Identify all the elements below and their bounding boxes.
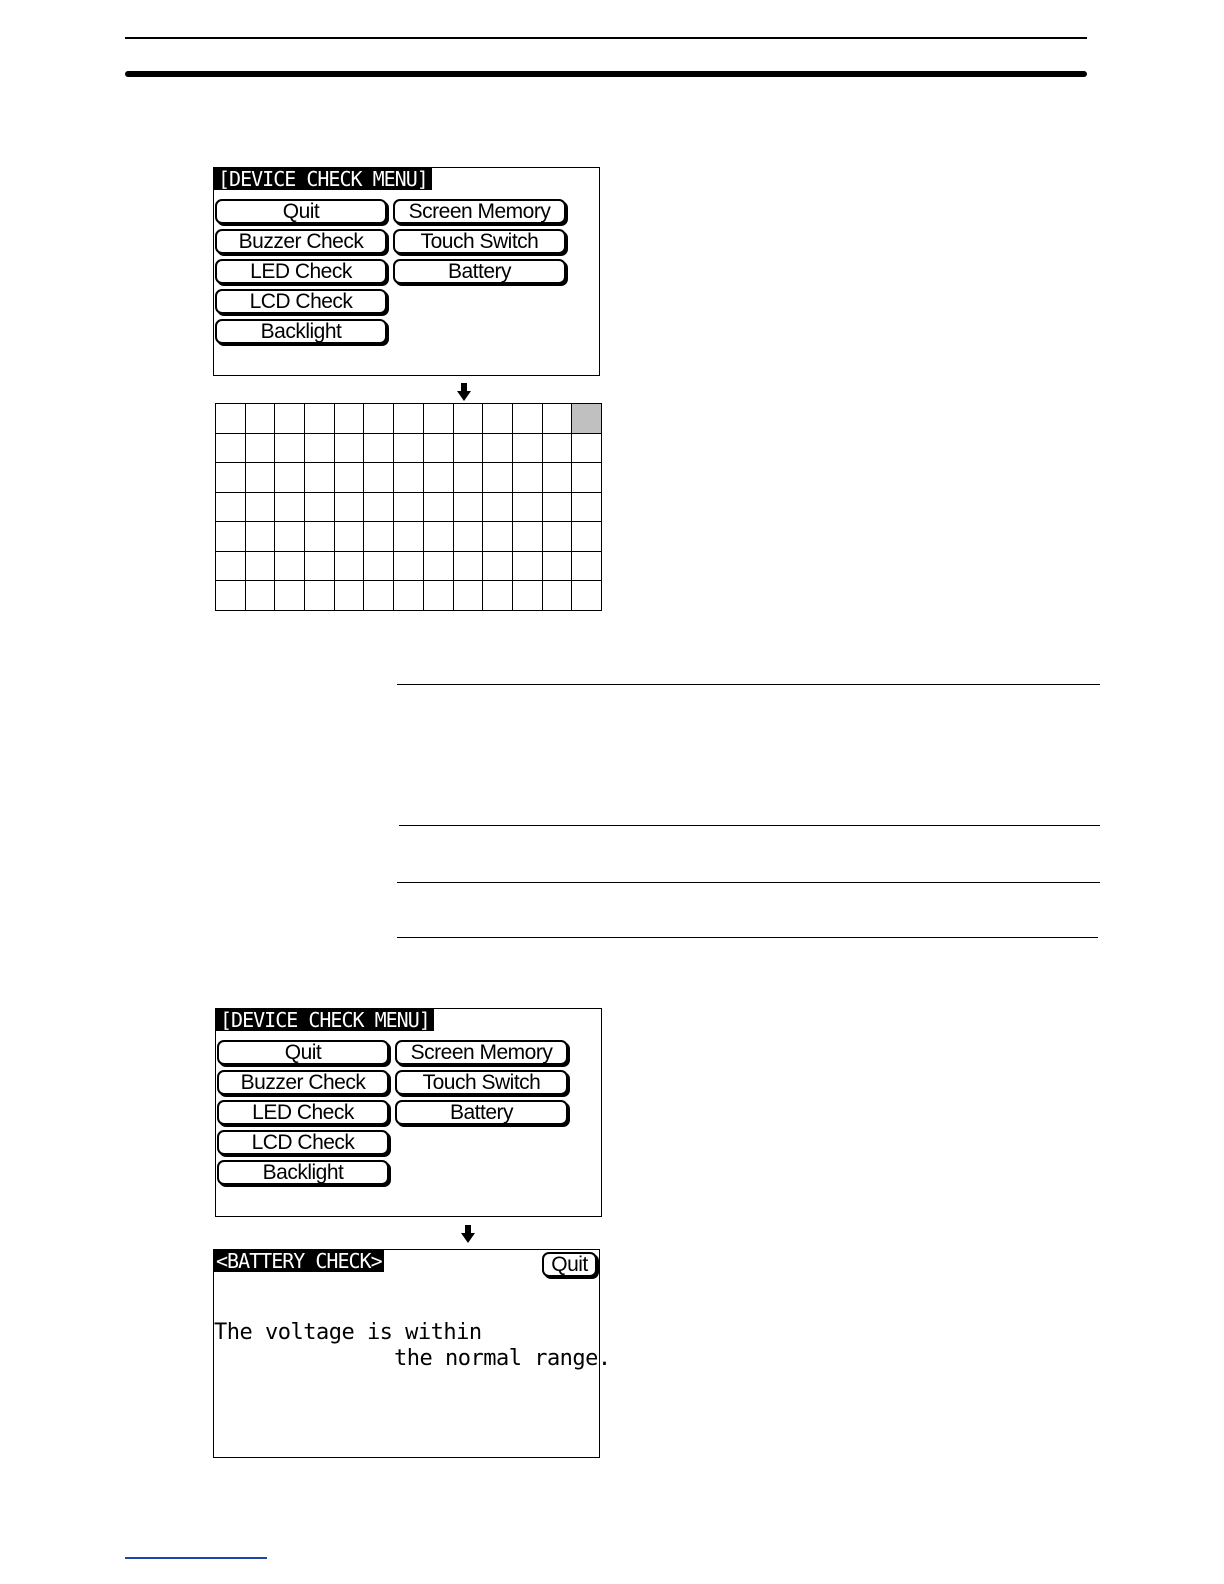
touch-switch-button[interactable]: Touch Switch bbox=[395, 1070, 568, 1095]
battery-button[interactable]: Battery bbox=[393, 259, 566, 284]
touch-grid-cell[interactable] bbox=[454, 493, 484, 523]
touch-grid-cell[interactable] bbox=[364, 493, 394, 523]
battery-check-screen bbox=[213, 1249, 611, 1458]
battery-button[interactable]: Battery bbox=[395, 1100, 568, 1125]
touch-grid-cell[interactable] bbox=[364, 522, 394, 552]
touch-grid-cell[interactable] bbox=[394, 404, 424, 434]
touch-grid-cell[interactable] bbox=[335, 552, 365, 582]
section-divider bbox=[397, 882, 1100, 883]
header-rule-thick bbox=[125, 71, 1087, 77]
touch-grid-cell[interactable] bbox=[483, 581, 513, 611]
touch-grid-cell[interactable] bbox=[275, 581, 305, 611]
touch-grid-cell[interactable] bbox=[543, 404, 573, 434]
touch-grid-cell[interactable] bbox=[275, 463, 305, 493]
buzzer-check-button[interactable]: Buzzer Check bbox=[217, 1070, 389, 1095]
touch-grid-cell[interactable] bbox=[216, 463, 246, 493]
touch-grid-cell[interactable] bbox=[513, 434, 543, 464]
touch-grid-cell[interactable] bbox=[543, 522, 573, 552]
touch-grid-cell[interactable] bbox=[513, 552, 543, 582]
touch-grid-cell[interactable] bbox=[335, 581, 365, 611]
touch-grid-cell[interactable] bbox=[275, 434, 305, 464]
section-divider bbox=[397, 684, 1100, 685]
touch-grid-cell[interactable] bbox=[394, 434, 424, 464]
section-divider bbox=[397, 937, 1098, 938]
touch-grid-cell[interactable] bbox=[454, 552, 484, 582]
touch-grid-cell[interactable] bbox=[394, 552, 424, 582]
touch-grid-cell[interactable] bbox=[364, 552, 394, 582]
device-check-menu-screen-2 bbox=[215, 1008, 602, 1217]
touch-grid-cell[interactable] bbox=[246, 522, 276, 552]
battery-quit-button[interactable]: Quit bbox=[542, 1252, 597, 1277]
touch-grid-cell[interactable] bbox=[483, 493, 513, 523]
touch-grid-cell[interactable] bbox=[513, 522, 543, 552]
touch-grid-cell[interactable] bbox=[216, 434, 246, 464]
touch-switch-button[interactable]: Touch Switch bbox=[393, 229, 566, 254]
backlight-button[interactable]: Backlight bbox=[217, 1160, 389, 1185]
screen-memory-button[interactable]: Screen Memory bbox=[395, 1040, 568, 1065]
touch-grid-cell[interactable] bbox=[216, 522, 246, 552]
touch-grid-cell[interactable] bbox=[424, 581, 454, 611]
touch-grid-cell[interactable] bbox=[335, 434, 365, 464]
touch-grid-cell[interactable] bbox=[543, 463, 573, 493]
led-check-button[interactable]: LED Check bbox=[217, 1100, 389, 1125]
buzzer-check-button[interactable]: Buzzer Check bbox=[215, 229, 387, 254]
touch-grid-cell[interactable] bbox=[335, 493, 365, 523]
lcd-check-button[interactable]: LCD Check bbox=[217, 1130, 389, 1155]
touch-grid-cell[interactable] bbox=[335, 404, 365, 434]
touch-grid-cell-active[interactable] bbox=[572, 404, 602, 434]
touch-grid-cell[interactable] bbox=[483, 552, 513, 582]
touch-grid-cell[interactable] bbox=[246, 404, 276, 434]
touch-grid-cell[interactable] bbox=[513, 493, 543, 523]
arrow-down-icon bbox=[461, 1225, 475, 1243]
touch-grid-cell[interactable] bbox=[364, 404, 394, 434]
device-check-menu-title: [DEVICE CHECK MENU] bbox=[216, 1009, 434, 1031]
touch-grid-cell[interactable] bbox=[572, 493, 602, 523]
touch-grid-cell[interactable] bbox=[275, 552, 305, 582]
touch-grid-cell[interactable] bbox=[572, 463, 602, 493]
touch-grid-cell[interactable] bbox=[454, 522, 484, 552]
touch-grid-cell[interactable] bbox=[275, 493, 305, 523]
touch-grid-cell[interactable] bbox=[543, 493, 573, 523]
battery-message-line1: The voltage is within bbox=[214, 1320, 482, 1345]
battery-check-title: <BATTERY CHECK> bbox=[216, 1249, 382, 1273]
touch-grid-cell[interactable] bbox=[305, 434, 335, 464]
arrow-down-icon bbox=[457, 383, 471, 401]
touch-grid-cell[interactable] bbox=[394, 581, 424, 611]
touch-grid-cell[interactable] bbox=[513, 581, 543, 611]
led-check-button[interactable]: LED Check bbox=[215, 259, 387, 284]
touch-grid-cell[interactable] bbox=[305, 552, 335, 582]
touch-grid-cell[interactable] bbox=[364, 581, 394, 611]
touch-grid-cell[interactable] bbox=[483, 463, 513, 493]
touch-grid-cell[interactable] bbox=[424, 522, 454, 552]
touch-grid-cell[interactable] bbox=[216, 581, 246, 611]
header-rule-thin bbox=[125, 37, 1087, 39]
touch-switch-grid[interactable] bbox=[215, 403, 602, 611]
touch-grid-cell[interactable] bbox=[305, 463, 335, 493]
touch-grid-cell[interactable] bbox=[275, 522, 305, 552]
quit-button[interactable]: Quit bbox=[217, 1040, 389, 1065]
backlight-button[interactable]: Backlight bbox=[215, 319, 387, 344]
touch-grid-cell[interactable] bbox=[246, 552, 276, 582]
touch-grid-cell[interactable] bbox=[513, 463, 543, 493]
touch-grid-cell[interactable] bbox=[394, 463, 424, 493]
touch-grid-cell[interactable] bbox=[513, 404, 543, 434]
touch-grid-cell[interactable] bbox=[424, 493, 454, 523]
touch-grid-cell[interactable] bbox=[572, 581, 602, 611]
touch-grid-cell[interactable] bbox=[305, 522, 335, 552]
touch-grid-cell[interactable] bbox=[364, 463, 394, 493]
touch-grid-cell[interactable] bbox=[335, 463, 365, 493]
touch-grid-cell[interactable] bbox=[246, 434, 276, 464]
touch-grid-cell[interactable] bbox=[543, 434, 573, 464]
touch-grid-cell[interactable] bbox=[305, 493, 335, 523]
touch-grid-cell[interactable] bbox=[394, 522, 424, 552]
lcd-check-button[interactable]: LCD Check bbox=[215, 289, 387, 314]
touch-grid-cell[interactable] bbox=[543, 581, 573, 611]
touch-grid-cell[interactable] bbox=[424, 404, 454, 434]
touch-grid-cell[interactable] bbox=[364, 434, 394, 464]
touch-grid-cell[interactable] bbox=[572, 552, 602, 582]
touch-grid-cell[interactable] bbox=[275, 404, 305, 434]
touch-grid-cell[interactable] bbox=[572, 522, 602, 552]
touch-grid-cell[interactable] bbox=[216, 404, 246, 434]
touch-grid-cell[interactable] bbox=[543, 552, 573, 582]
touch-grid-cell[interactable] bbox=[246, 493, 276, 523]
device-check-menu-title: [DEVICE CHECK MENU] bbox=[214, 168, 432, 190]
touch-grid-cell[interactable] bbox=[424, 552, 454, 582]
touch-grid-cell[interactable] bbox=[572, 434, 602, 464]
touch-grid-cell[interactable] bbox=[246, 581, 276, 611]
touch-grid-cell[interactable] bbox=[335, 522, 365, 552]
section-divider bbox=[399, 825, 1100, 826]
touch-grid-cell[interactable] bbox=[454, 581, 484, 611]
touch-grid-cell[interactable] bbox=[483, 434, 513, 464]
device-check-menu-screen-1 bbox=[213, 167, 600, 376]
touch-grid-cell[interactable] bbox=[483, 522, 513, 552]
touch-grid-cell[interactable] bbox=[305, 404, 335, 434]
quit-button[interactable]: Quit bbox=[215, 199, 387, 224]
touch-grid-cell[interactable] bbox=[394, 493, 424, 523]
touch-grid-cell[interactable] bbox=[454, 404, 484, 434]
touch-grid-cell[interactable] bbox=[305, 581, 335, 611]
battery-message-line2: the normal range. bbox=[394, 1346, 611, 1371]
touch-grid-cell[interactable] bbox=[483, 404, 513, 434]
touch-grid-cell[interactable] bbox=[216, 552, 246, 582]
touch-grid-cell[interactable] bbox=[216, 493, 246, 523]
footer-link-underline bbox=[125, 1557, 267, 1559]
screen-memory-button[interactable]: Screen Memory bbox=[393, 199, 566, 224]
touch-grid-cell[interactable] bbox=[424, 463, 454, 493]
touch-grid-cell[interactable] bbox=[424, 434, 454, 464]
touch-grid-cell[interactable] bbox=[246, 463, 276, 493]
touch-grid-cell[interactable] bbox=[454, 463, 484, 493]
touch-grid-cell[interactable] bbox=[454, 434, 484, 464]
